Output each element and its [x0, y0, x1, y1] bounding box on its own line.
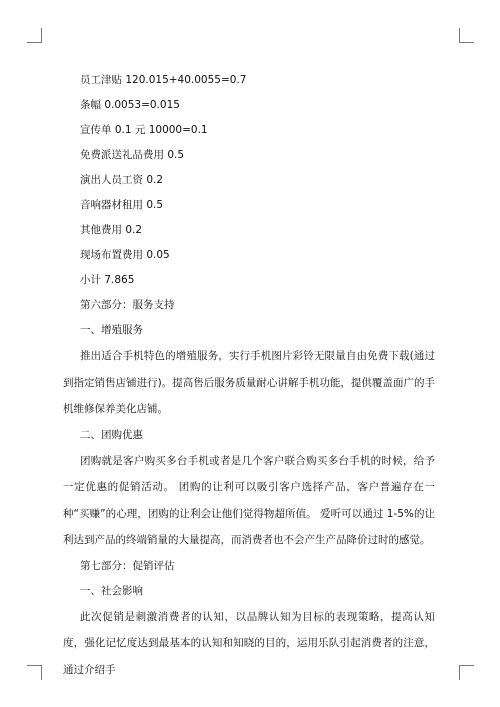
cost-subtotal: 小计 7.865 [80, 274, 135, 286]
cost-line-gifts: 免费派送礼品费用 0.5 [80, 149, 185, 161]
corner-mark-bottom-left [27, 665, 42, 680]
corner-mark-top-right [459, 28, 474, 43]
cost-line-performers: 演出人员工资 0.2 [80, 174, 164, 186]
cost-line-banner: 条幅 0.0053=0.015 [80, 99, 180, 111]
cost-line-flyer: 宣传单 0.1 元 10000=0.1 [80, 124, 208, 136]
cost-line-setup: 现场布置费用 0.05 [80, 249, 170, 261]
subsection-value-added-service: 一、增殖服务 [80, 324, 143, 336]
section-7-heading: 第七部分：促销评估 [80, 559, 175, 572]
corner-mark-top-left [27, 28, 42, 43]
paragraph-value-added-service: 推出适合手机特色的增殖服务，实行手机图片彩铃无限量自由免费下载(通过到指定销售店铺进行)。提高售后服务质量耐心讲解手机功能，提供覆盖面广的手机维修保养美化店铺。 [63, 350, 435, 415]
cost-line-staff-allowance: 员工津贴 120.015+40.0055=0.7 [80, 74, 247, 86]
document-page [63, 68, 435, 683]
cost-line-audio-rental: 音响器材租用 0.5 [80, 199, 164, 211]
cost-line-other: 其他费用 0.2 [80, 224, 143, 236]
paragraph-group-purchase: 团购就是客户购买多台手机或者是几个客户联合购买多台手机的时候，给予一定优惠的促销活动。 团购的让利可以吸引客户选择产品，客户普遍存在一种“买赚”的心理，团购的让利会让他们觉得物超所值。 爱听可以通过 1-5%的让利达到产品的终端销量的大量提高，而消费者也不会产生产品降价过时的感觉。 [63, 454, 435, 546]
paragraph-social-impact: 此次促销是刺激消费者的认知，以品牌认知为目标的表现策略，提高认知度，强化记忆度达到最基本的认知和知晓的目的，运用乐队引起消费者的注意，通过介绍手 [63, 610, 435, 676]
subsection-social-impact: 一、社会影响 [80, 584, 143, 597]
subsection-group-purchase: 二、团购优惠 [80, 428, 143, 441]
corner-mark-bottom-right [459, 665, 474, 680]
section-6-heading: 第六部分：服务支持 [80, 299, 175, 311]
